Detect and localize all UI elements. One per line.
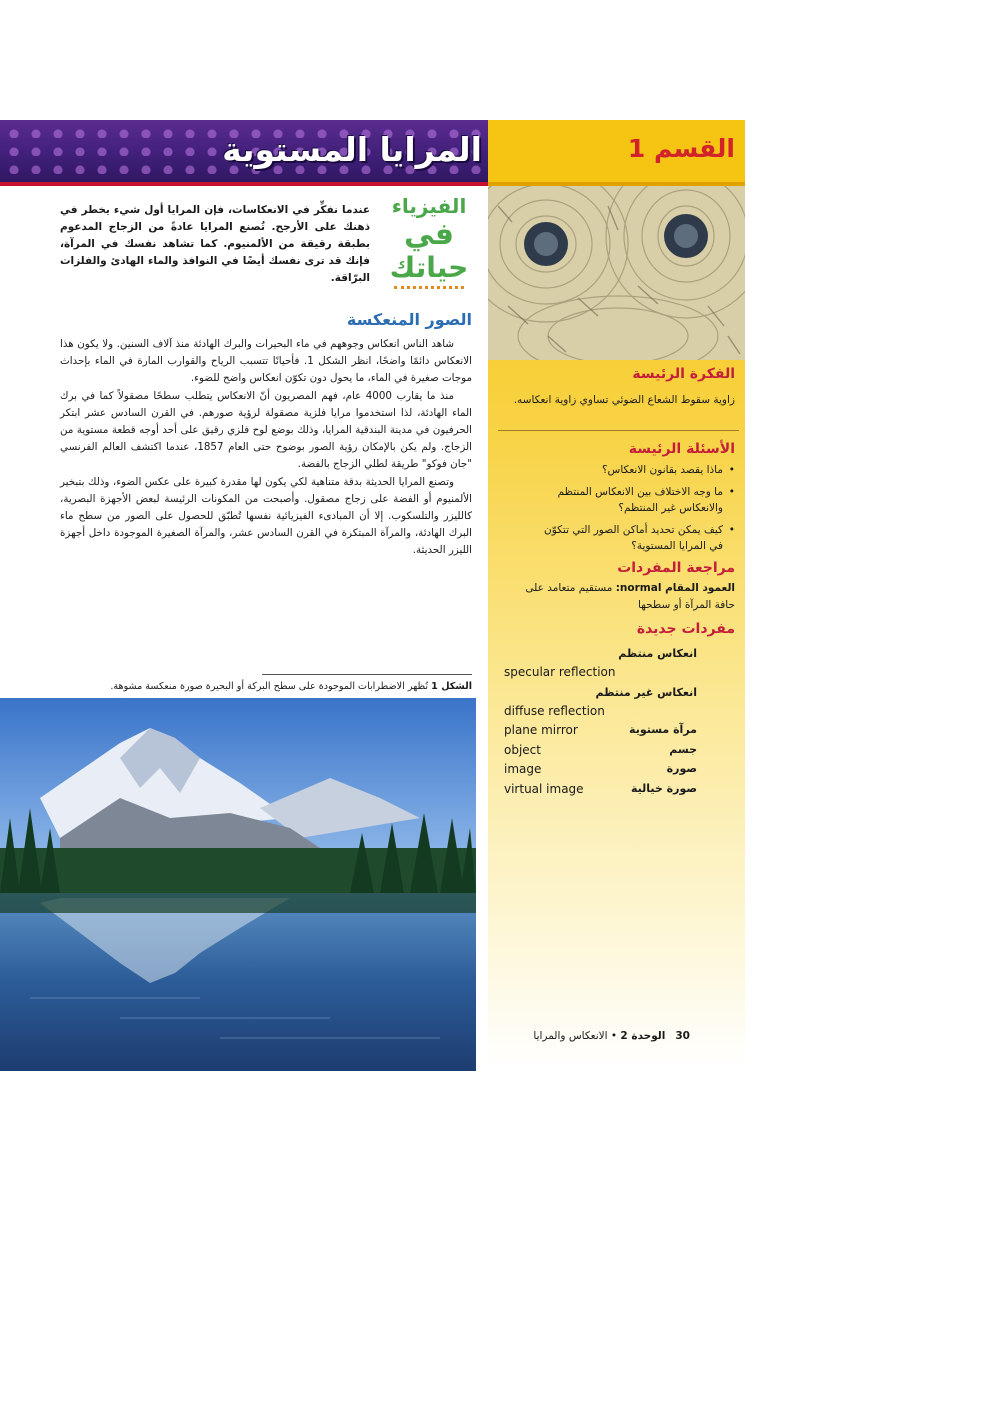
main-idea-heading: الفكرة الرئيسة <box>632 366 735 382</box>
vocab-en: object <box>504 743 541 757</box>
physics-in-your-life-label <box>378 194 480 289</box>
sidebar <box>488 186 745 1071</box>
vocab-ar: جسم <box>669 743 697 756</box>
unit-number: الوحدة 2 <box>620 1030 666 1042</box>
vocab-en: image <box>504 762 542 776</box>
vocab-en: specular reflection <box>504 665 616 679</box>
section-label: القسم 1 <box>627 134 735 163</box>
footer-bullet: • <box>610 1030 618 1042</box>
list-item: • ماذا يقصد بقانون الانعكاس؟ <box>530 462 735 478</box>
list-item: • ما وجه الاختلاف بين الانعكاس المنتظم والانعكاس غير المنتظم؟ <box>530 484 735 516</box>
main-idea-text: زاوية سقوط الشعاع الضوئي تساوي زاوية انعكاسه. <box>513 394 735 406</box>
vocab-en: plane mirror <box>504 723 578 737</box>
vocab-row <box>504 723 697 741</box>
divider <box>498 430 739 431</box>
dotted-underline <box>394 286 464 289</box>
physics-label-line2: في <box>404 217 454 252</box>
vocab-ar: انعكاس منتظم <box>618 647 697 660</box>
vocab-ar: صورة خيالية <box>630 782 697 795</box>
figure-label: الشكل 1 <box>431 681 472 692</box>
review-term: العمود المقام normal: <box>615 582 735 594</box>
figure-caption <box>60 680 472 694</box>
vocab-review-heading: مراجعة المفردات <box>617 560 735 576</box>
vocab-en: virtual image <box>504 782 584 796</box>
list-item: • كيف يمكن تحديد أماكن الصور التي تتكوّن في المرايا المستوية؟ <box>530 522 735 554</box>
header-band <box>0 120 488 186</box>
caption-rule <box>262 674 472 675</box>
vocab-row <box>504 762 697 780</box>
wood-rings-image <box>488 186 745 360</box>
vocab-ar: صورة <box>666 762 697 775</box>
paragraph: وتصنع المرايا الحديثة بدقة متناهية لكي يكون لها مقدرة كبيرة على عكس الضوء، وذلك بتبخير الألمنيوم أو الفضة على زجاج مصقول. وأصبحت من المكونات الرئيسة لبعض الأجهزة البصرية، كالليزر والتلسكوب. إلا أن المبادىء الفيزيائية نفسها تُطبّق للحصول على الصور من سطح ماء البرك الهادئة، والمرآة المبتكرة في القرن السادس عشر، والمرآة الصغيرة الموجودة داخل أجهزة الليزر الحديثة. <box>60 475 472 557</box>
section-heading: الصور المنعكسة <box>346 310 472 329</box>
mountain-lake-photo <box>0 698 476 1071</box>
new-vocab-heading: مفردات جديدة <box>636 621 735 637</box>
page-number: 30 <box>675 1030 690 1042</box>
vocab-ar: انعكاس غير منتظم <box>595 686 697 699</box>
page-title: المرايا المستوية <box>222 130 482 169</box>
vocab-en: diffuse reflection <box>504 704 605 718</box>
vocab-ar: مرآة مستوية <box>629 723 697 736</box>
vocab-row <box>504 743 697 761</box>
body-text <box>60 336 472 560</box>
review-definition: مستقيم متعامد على حافة المرآة أو سطحها <box>525 582 735 611</box>
vocab-review-text <box>503 580 735 614</box>
paragraph: منذ ما يقارب 4000 عام، فهم المصريون أنّ الانعكاس يتطلب سطحًا مصقولاً كما في برك الماء الهادئة، لذا استخدموا مرايا فلزية مصقولة لرؤية صورهم. في القرن السادس عشر ابتكر الحرفيون في مدينة البندقية المرايا، وذلك بوضع لوح فلزي رقيق على أحد أوجه قطعة مستوية من الزجاج. ولم يكن بالإمكان رؤية الصور بوضوح حتى العام 1857، عندما اكتشف العالم الفرنسي "جان فوكو" طريقة لطلي الزجاج بالفضة. <box>60 389 473 471</box>
key-questions-list <box>530 462 735 560</box>
intro-paragraph: عندما نفكِّر في الانعكاسات، فإن المرايا أول شيء يخطر في ذهنك على الأرجح. تُصنع المرايا عادةً من الزجاج المدعوم بطبقة رقيقة من الألمنيوم. كما تشاهد نفسك في المرآة، فإنك قد ترى نفسك أيضًا في النوافذ والماء الهادئ والفلزات البرّاقة. <box>60 204 370 284</box>
page-footer <box>500 1030 690 1042</box>
key-questions-heading: الأسئلة الرئيسة <box>628 441 735 457</box>
physics-label-line1: الفيزياء <box>391 194 467 218</box>
vocab-row <box>504 782 697 800</box>
section-tab <box>488 120 745 186</box>
physics-label-line3: حياتك <box>389 251 469 284</box>
figure-caption-text: تُظهر الاضطرابات الموجودة على سطح البركة أو البحيرة صورة منعكسة مشوهة. <box>110 681 429 692</box>
paragraph: شاهد الناس انعكاس وجوههم في ماء البحيرات والبرك الهادئة منذ آلاف السنين. ولا يكون هذا الانعكاس دائمًا واضحًا، انظر الشكل 1. فأحيانًا تتسبب الرياح والقوارب المارة في الماء بإحداث موجات صغيرة في الماء، ما يحول دون تكوّن انعكاس واضح للضوء. <box>60 338 472 385</box>
unit-title: الانعكاس والمرايا <box>533 1030 608 1042</box>
